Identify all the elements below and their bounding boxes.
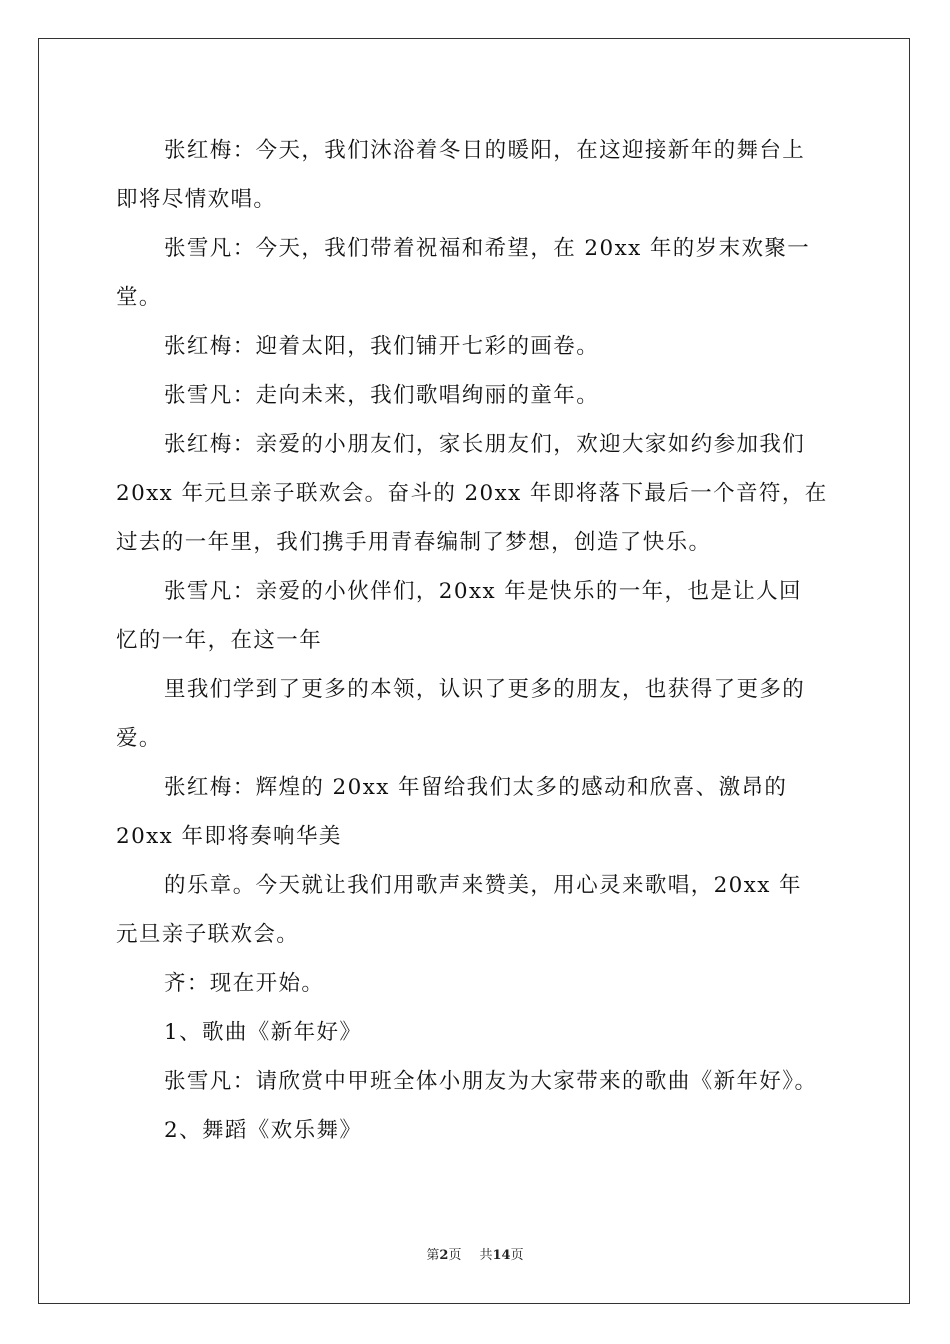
total-suffix: 页 <box>510 1248 524 1263</box>
paragraph-line: 张红梅：亲爱的小朋友们，家长朋友们，欢迎大家如约参加我们 <box>164 432 806 457</box>
paragraph-line: 的乐章。今天就让我们用歌声来赞美，用心灵来歌唱，20xx 年 <box>164 873 802 898</box>
current-page-number: 2 <box>439 1248 449 1263</box>
paragraph-line: 张雪凡：亲爱的小伙伴们，20xx 年是快乐的一年，也是让人回 <box>164 579 802 604</box>
total-prefix: 共 <box>479 1248 493 1263</box>
paragraph-line: 20xx 年即将奏响华美 <box>116 824 342 849</box>
paragraph-line: 里我们学到了更多的本领，认识了更多的朋友，也获得了更多的 <box>164 677 806 702</box>
paragraph-line: 忆的一年，在这一年 <box>116 628 323 653</box>
page-suffix: 页 <box>448 1248 462 1263</box>
paragraph-line: 20xx 年元旦亲子联欢会。奋斗的 20xx 年即将落下最后一个音符，在 <box>116 481 828 506</box>
page-footer <box>0 1247 950 1265</box>
paragraph-line: 爱。 <box>116 726 162 751</box>
paragraph-line: 张雪凡：请欣赏中甲班全体小朋友为大家带来的歌曲《新年好》。 <box>164 1069 818 1094</box>
paragraph-line: 1、歌曲《新年好》 <box>164 1020 363 1045</box>
paragraph-line: 张红梅：辉煌的 20xx 年留给我们太多的感动和欣喜、激昂的 <box>164 775 788 800</box>
paragraph-line: 张红梅：迎着太阳，我们铺开七彩的画卷。 <box>164 334 600 359</box>
paragraph-line: 张雪凡：今天，我们带着祝福和希望，在 20xx 年的岁末欢聚一 <box>164 236 811 261</box>
total-page-number: 14 <box>492 1248 511 1263</box>
paragraph-line: 过去的一年里，我们携手用青春编制了梦想，创造了快乐。 <box>116 530 712 555</box>
paragraph-line: 张红梅：今天，我们沐浴着冬日的暖阳，在这迎接新年的舞台上 <box>164 138 806 163</box>
paragraph-line: 张雪凡：走向未来，我们歌唱绚丽的童年。 <box>164 383 600 408</box>
page-prefix: 第 <box>426 1248 440 1263</box>
paragraph-line: 堂。 <box>116 285 162 310</box>
paragraph-line: 2、舞蹈《欢乐舞》 <box>164 1118 363 1143</box>
paragraph-line: 齐：现在开始。 <box>164 971 325 996</box>
paragraph-line: 元旦亲子联欢会。 <box>116 922 300 947</box>
document-body <box>116 126 836 1155</box>
paragraph-line: 即将尽情欢唱。 <box>116 187 277 212</box>
